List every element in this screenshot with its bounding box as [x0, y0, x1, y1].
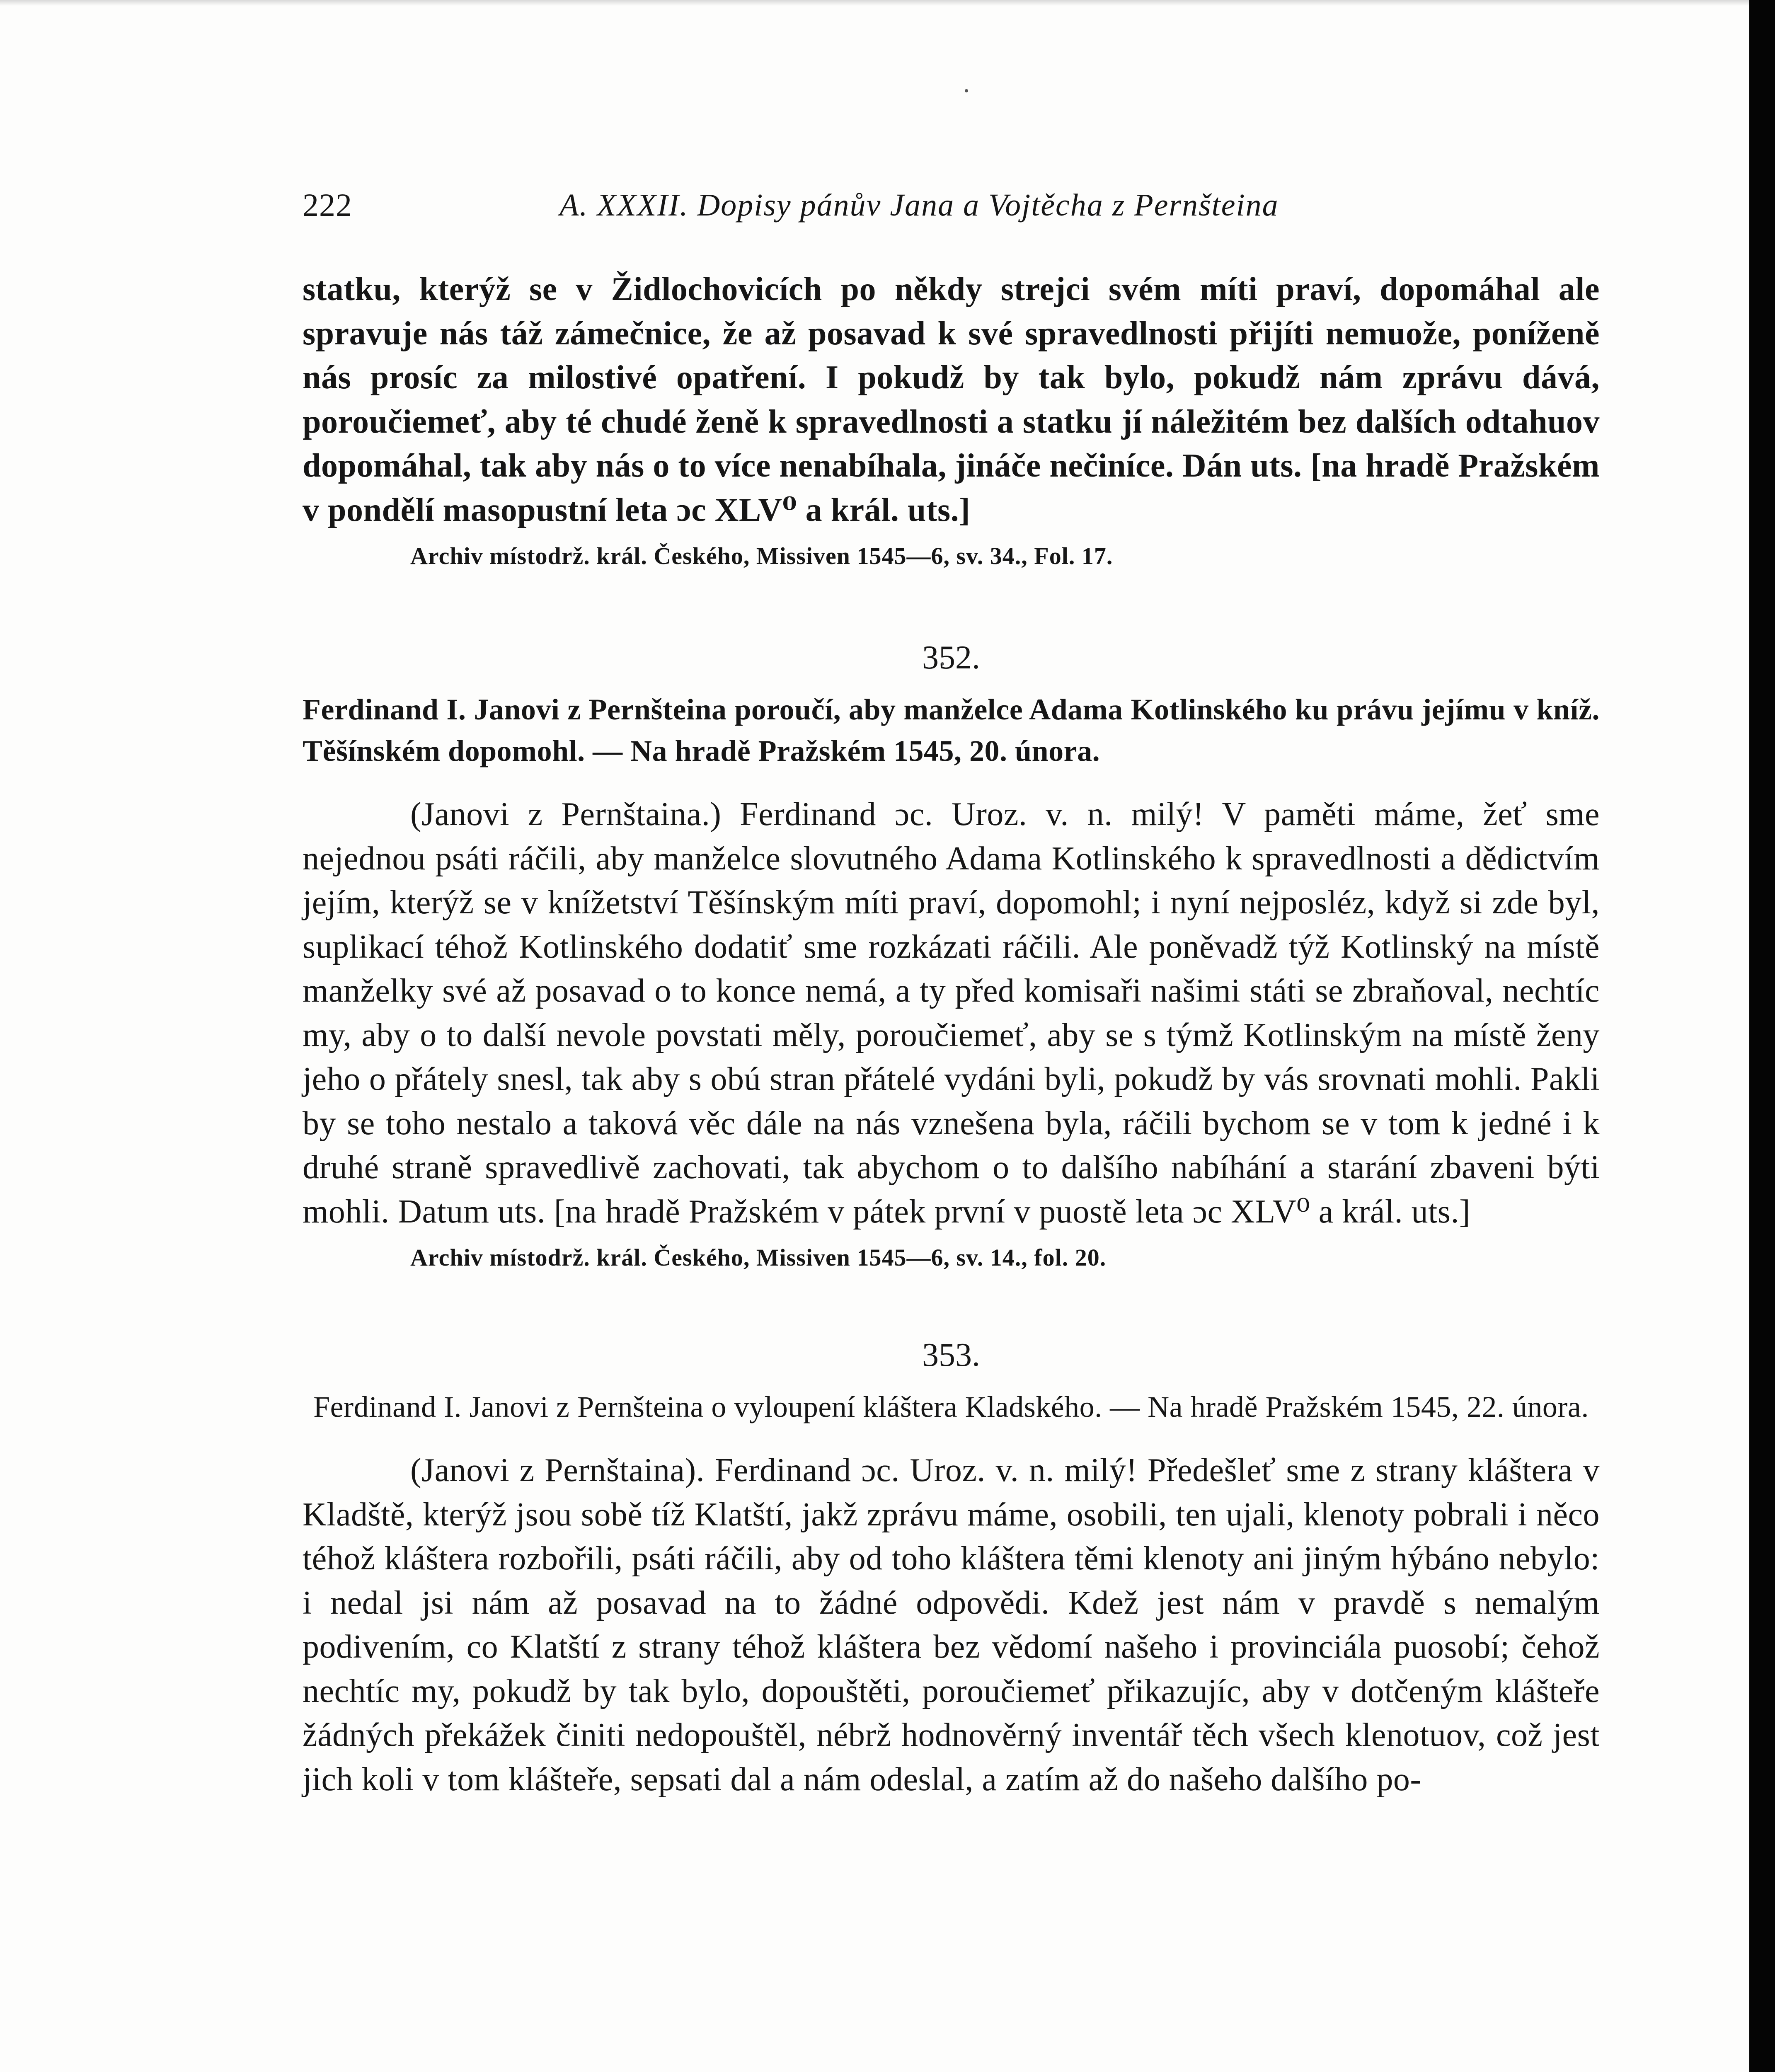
page-number: 222: [303, 187, 352, 223]
document-regest: Ferdinand I. Janovi z Pernšteina o vyloupení kláštera Kladského. — Na hradě Pražském 1545, 22. února.: [313, 1390, 1589, 1423]
page-header: [303, 182, 1343, 228]
intro-paragraph: statku, kterýž se v Židlochovicích po někdy strejci svém míti praví, dopomáhal ale spravuje nás táž zámečnice, že až posavad k své spravedlnosti přijíti nemuože, poníženě nás prosíc za milostivé opatření. I pokudž by tak bylo, pokudž nám zprávu dává, poroučiemeť, aby té chudé ženě k spravedlnosti a statku jí náležitém bez dalších odtahuov dopomáhal, tak aby nás o to více nenabíhala, jináče nečiníce. Dán uts. [na hradě Pražském v pondělí masopustní leta ɔc XLV⁰ a král. uts.]: [303, 271, 1600, 528]
scan-speck: [965, 89, 968, 92]
archival-source: Archiv místodrž. král. Českého, Missiven 1545—6, sv. 34., Fol. 17.: [410, 542, 1113, 569]
page-body: [303, 267, 1600, 1801]
document-text: (Janovi z Pernštaina). Ferdinand ɔc. Uroz. v. n. milý! Předešleť sme z strany kláštera v Kladště, kterýž jsou sobě tíž Klatští, jakž zprávu máme, osobili, ten ujali, klenoty pobrali i něco téhož kláštera rozbořili, psáti ráčili, aby od toho kláštera těmi klenoty ani jiným hýbáno nebylo: i nedal jsi nám až posavad na to žádné odpovědi. Kdež jest nám v pravdě s nemalým podivením, co Klatští z strany téhož kláštera bez vědomí našeho i provinciála puosobí; čehož nechtíc my, pokudž by tak bylo, dopouštěti, poroučiemeť přikazujíc, aby v dotčeným klášteře žádných překážek činiti nedopouštěl, nébrž hodnověrný inventář těch všech klenotuov, což jest jich koli v tom klášteře, sepsati dal a nám odeslal, a zatím až do našeho dalšího po-: [303, 1452, 1600, 1798]
scan-top-shadow: [0, 0, 1775, 6]
document-number: 352.: [922, 639, 980, 676]
scan-right-border: [1749, 0, 1775, 2072]
document-text: (Janovi z Pernštaina.) Ferdinand ɔc. Uroz. v. n. milý! V paměti máme, žeť sme nejednou psáti ráčili, aby manželce slovutného Adama Kotlinského k spravedlnosti a dědictvím jejím, kterýž se v knížetství Těšínským míti praví, dopomohl; i nyní nejposléz, když si zde byl, suplikací téhož Kotlinského dodatiť sme rozkázati ráčili. Ale poněvadž týž Kotlinský na místě manželky své až posavad o to konce nemá, a ty před komisaři našimi státi se zbraňoval, nechtíc my, aby o to další nevole povstati měly, poroučiemeť, aby se s týmž Kotlinským na místě ženy jeho o přátely snesl, tak aby s obú stran přátelé vydáni byli, pokudž by vás srovnati mohli. Pakli by se toho nestalo a taková věc dále na nás vznešena byla, ráčili bychom se v tom k jedné i k druhé straně spravedlivě zachovati, tak abychom o to dalšího nabíhání a starání zbaveni býti mohli. Datum uts. [na hradě Pražském v pátek první v puostě leta ɔc XLV⁰ a král. uts.]: [303, 796, 1600, 1230]
document-regest: Ferdinand I. Janovi z Pernšteina poroučí, aby manželce Adama Kotlinského ku právu jejímu v kníž. Těšínském dopomohl. — Na hradě Pražském 1545, 20. února.: [303, 693, 1600, 767]
running-head: A. XXXII. Dopisy pánův Jana a Vojtěcha z Pernšteina: [559, 188, 1279, 223]
archival-source: Archiv místodrž. král. Českého, Missiven 1545—6, sv. 14., fol. 20.: [410, 1244, 1107, 1271]
document-number: 353.: [922, 1337, 980, 1373]
